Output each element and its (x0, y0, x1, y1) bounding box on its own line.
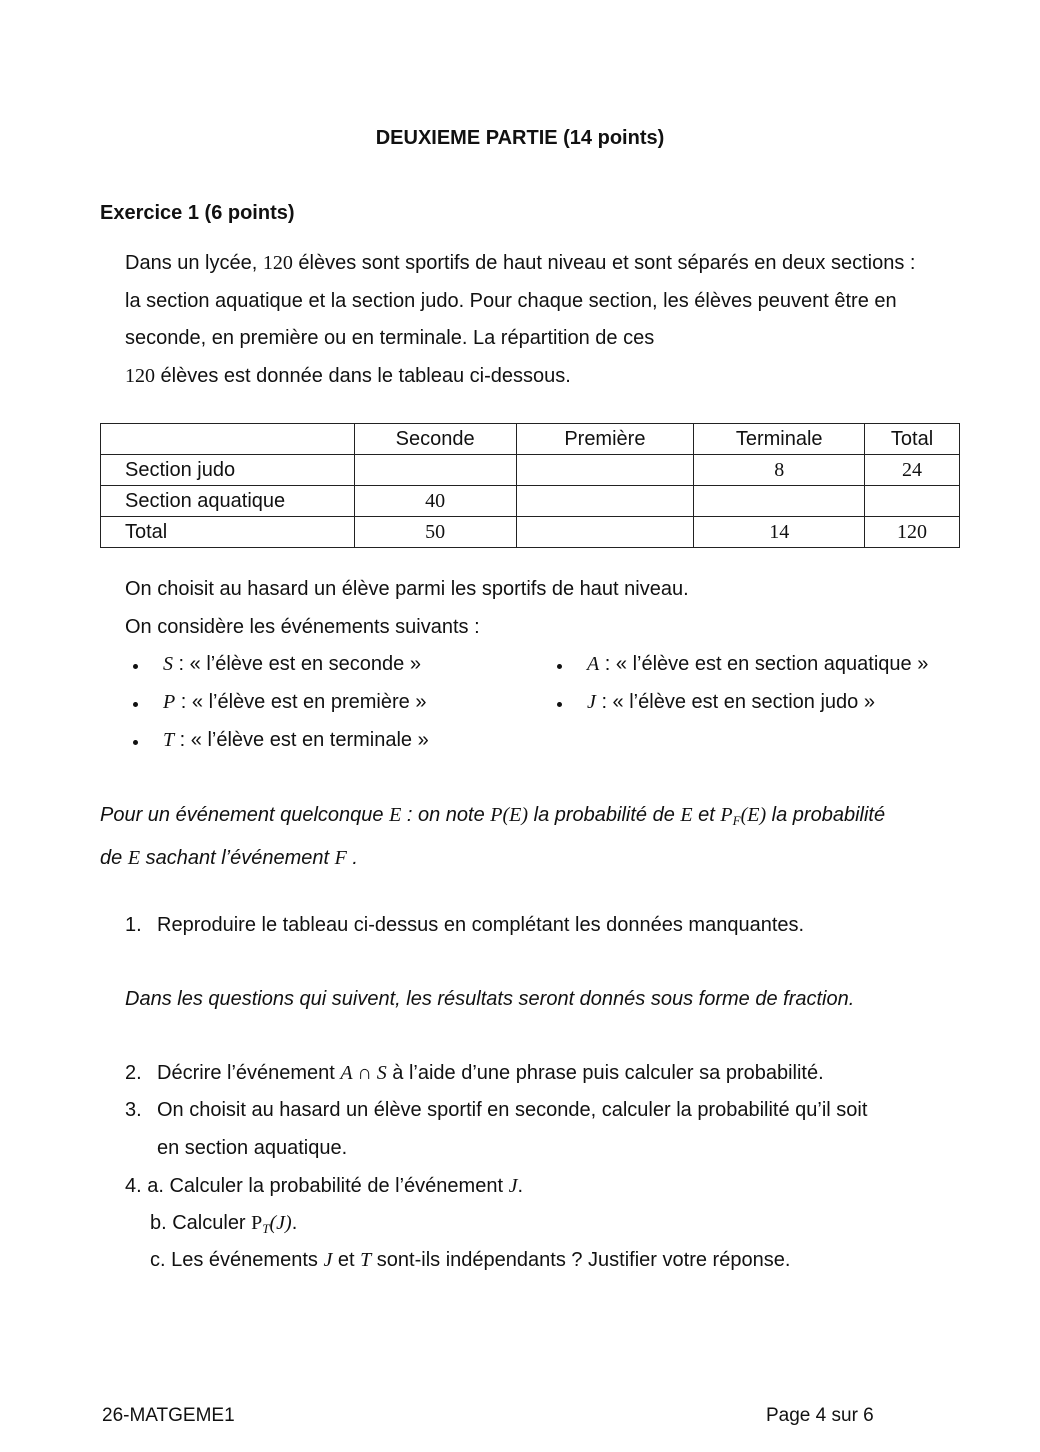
table-header-cell: Première (516, 424, 694, 455)
intro-paragraph (125, 245, 925, 395)
question-text: à l’aide d’une phrase puis calculer sa probabilité. (386, 1062, 824, 1084)
footer-code: 26-MATGEME1 (102, 1405, 235, 1426)
table-cell (354, 455, 516, 486)
event-item (163, 653, 421, 676)
math-expression: (J) (269, 1212, 292, 1234)
math-symbol: P (251, 1212, 263, 1234)
event-item (163, 729, 429, 752)
table-row (101, 486, 960, 517)
math-symbol: F (334, 846, 347, 869)
question-number: 4. (125, 1175, 142, 1197)
question-3-continued: en section aquatique. (157, 1137, 348, 1159)
events-intro: On considère les événements suivants : (125, 616, 480, 638)
math-symbol: E (389, 804, 402, 826)
exercise-title: Exercice 1 (6 points) (100, 202, 295, 224)
event-item (587, 691, 875, 714)
math-subscript: T (262, 1221, 270, 1236)
question-number: 1. (125, 914, 142, 936)
question-text: sont-ils indépendants ? Justifier votre réponse. (371, 1249, 791, 1271)
notation-text: et (692, 804, 721, 826)
table-cell (516, 486, 694, 517)
table-cell: 14 (694, 517, 865, 548)
question-text: a. Calculer la probabilité de l’événement (141, 1175, 509, 1197)
section-heading: DEUXIEME PARTIE (14 points) (375, 127, 665, 149)
question-text: b. Calculer (150, 1212, 252, 1234)
intro-text-3: élèves est donnée dans le tableau ci-dessous. (155, 364, 571, 387)
math-symbol: J (508, 1175, 518, 1197)
notation-text: sachant l’événement (140, 846, 335, 869)
table-row (101, 517, 960, 548)
table-header-cell (101, 424, 355, 455)
question-text: Décrire l’événement (157, 1062, 341, 1084)
table-header-cell: Total (865, 424, 960, 455)
event-symbol: T (163, 729, 175, 751)
event-text: : « l’élève est en section judo » (595, 691, 875, 713)
event-symbol: J (587, 691, 596, 713)
row-label: Section aquatique (101, 486, 355, 517)
table-cell: 50 (354, 517, 516, 548)
intro-number-1: 120 (262, 252, 293, 274)
math-symbol: T (360, 1249, 372, 1271)
question-2 (125, 1062, 824, 1085)
question-text: Reproduire le tableau ci-dessus en complétant les données manquantes. (157, 914, 805, 936)
question-number: 3. (125, 1099, 142, 1121)
table-cell (516, 455, 694, 486)
table-cell: 120 (865, 517, 960, 548)
math-expression: A ∩ S (340, 1062, 387, 1084)
table-cell (865, 486, 960, 517)
notation-text: la probabilité de (100, 804, 886, 869)
notation-text: : on note (401, 804, 491, 826)
question-text: c. Les événements (150, 1249, 324, 1271)
notation-text: la probabilité de (528, 804, 681, 826)
table-row (101, 455, 960, 486)
table-cell (516, 517, 694, 548)
question-1 (125, 914, 804, 937)
table-cell: 40 (354, 486, 516, 517)
math-expression: (E) (740, 804, 767, 826)
question-text: et (332, 1249, 361, 1271)
event-item (163, 691, 426, 714)
math-symbol: E (680, 804, 693, 826)
intro-number-2: 120 (125, 364, 155, 387)
event-item (587, 653, 928, 676)
math-expression: P(E) (490, 804, 529, 826)
question-4a (125, 1175, 523, 1198)
row-label: Total (101, 517, 355, 548)
choice-sentence: On choisit au hasard un élève parmi les sportifs de haut niveau. (125, 578, 689, 600)
event-text: : « l’élève est en section aquatique » (599, 653, 929, 675)
math-symbol: P (720, 804, 733, 826)
row-label: Section judo (101, 455, 355, 486)
event-text: : « l’élève est en première » (175, 691, 427, 713)
math-symbol: J (323, 1249, 333, 1271)
table-header-cell: Seconde (354, 424, 516, 455)
math-subscript: F (732, 813, 741, 828)
question-number: 2. (125, 1062, 142, 1084)
question-text: . (517, 1175, 524, 1197)
event-text: : « l’élève est en terminale » (174, 729, 429, 751)
distribution-table (100, 423, 960, 548)
notation-paragraph (100, 797, 900, 877)
event-text: : « l’élève est en seconde » (173, 653, 421, 675)
event-symbol: P (163, 691, 176, 713)
table-header-row (101, 424, 960, 455)
math-symbol: E (127, 846, 141, 869)
table-header-cell: Terminale (694, 424, 865, 455)
notation-text: . (346, 846, 358, 869)
question-text: On choisit au hasard un élève sportif en seconde, calculer la probabilité qu’il soit (157, 1099, 868, 1121)
table-cell (694, 486, 865, 517)
instruction-note: Dans les questions qui suivent, les résultats seront donnés sous forme de fraction. (125, 988, 855, 1010)
footer-page-number: Page 4 sur 6 (766, 1405, 874, 1426)
table-cell: 8 (694, 455, 865, 486)
question-3 (125, 1099, 867, 1122)
table-cell: 24 (865, 455, 960, 486)
event-symbol: S (163, 653, 173, 675)
question-text: . (291, 1212, 298, 1234)
intro-text-1: Dans un lycée, (125, 252, 263, 274)
question-4b (150, 1212, 297, 1237)
event-symbol: A (587, 653, 600, 675)
intro-text-2: élèves sont sportifs de haut niveau et sont séparés en deux sections : la section aquatique et la section judo. Pour chaque section, les élèves peuvent être en seconde, en première ou en terminale. La répartition de ces (125, 252, 916, 349)
question-4c (150, 1249, 790, 1272)
notation-text: Pour un événement quelconque (100, 804, 390, 826)
